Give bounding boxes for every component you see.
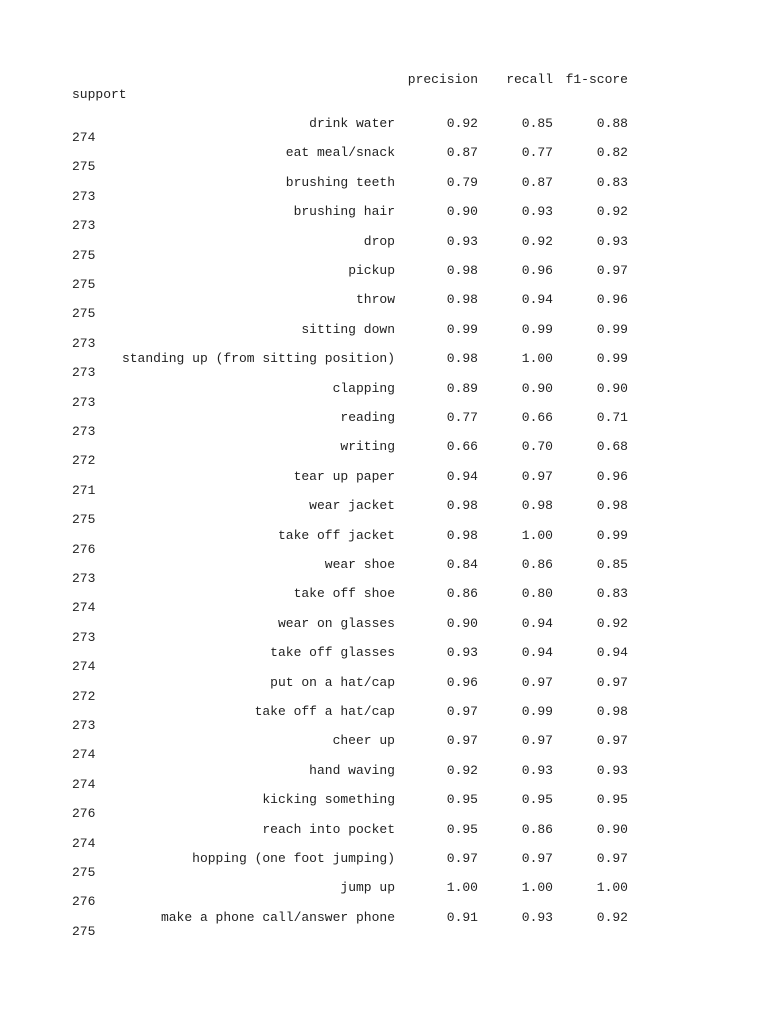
row-recall: 0.70 xyxy=(521,439,553,455)
row-label: reach into pocket xyxy=(262,821,395,837)
row-support: 274 xyxy=(72,659,96,675)
row-label: brushing hair xyxy=(293,204,395,220)
row-label: drink water xyxy=(309,116,395,131)
row-values xyxy=(0,704,768,720)
row-values xyxy=(0,645,768,661)
row-recall: 0.93 xyxy=(521,909,553,925)
row-support: 275 xyxy=(72,277,96,292)
row-values xyxy=(0,822,768,838)
row-precision: 0.98 xyxy=(446,498,478,514)
row-recall: 0.99 xyxy=(521,704,553,719)
row-values xyxy=(0,733,768,749)
row-label: take off jacket xyxy=(277,527,395,543)
row-recall: 0.97 xyxy=(521,468,553,484)
row-support: 274 xyxy=(72,835,96,851)
row-recall: 0.80 xyxy=(521,586,553,602)
row-support: 275 xyxy=(72,923,96,939)
row-precision: 0.92 xyxy=(446,762,478,778)
row-recall: 0.86 xyxy=(521,557,553,572)
row-label: cheer up xyxy=(332,733,395,749)
row-precision: 0.92 xyxy=(446,116,478,131)
row-values xyxy=(0,234,768,250)
row-f1-score: 0.83 xyxy=(596,174,628,190)
row-values xyxy=(0,528,768,544)
row-label: put on a hat/cap xyxy=(270,674,395,690)
header-recall: recall xyxy=(506,72,553,87)
row-precision: 0.86 xyxy=(446,586,478,602)
row-label: take off shoe xyxy=(293,586,395,602)
row-precision: 0.79 xyxy=(446,174,478,190)
row-label: eat meal/snack xyxy=(285,145,395,161)
table-row xyxy=(0,822,768,852)
row-label: tear up paper xyxy=(293,468,395,484)
row-recall: 1.00 xyxy=(521,880,553,896)
row-precision: 0.87 xyxy=(446,145,478,161)
row-recall: 0.97 xyxy=(521,674,553,690)
row-support: 274 xyxy=(72,130,96,145)
row-support: 273 xyxy=(72,188,96,204)
table-row xyxy=(0,792,768,822)
row-recall: 0.77 xyxy=(521,145,553,161)
row-label: wear jacket xyxy=(309,498,395,514)
row-values xyxy=(0,469,768,485)
row-recall: 0.92 xyxy=(521,233,553,249)
row-recall: 0.85 xyxy=(521,116,553,131)
row-label: pickup xyxy=(348,263,395,278)
row-precision: 0.89 xyxy=(446,380,478,396)
row-support: 273 xyxy=(72,718,96,733)
row-support: 273 xyxy=(72,365,96,381)
row-label: wear on glasses xyxy=(277,615,395,631)
row-f1-score: 0.99 xyxy=(596,527,628,543)
table-row xyxy=(0,557,768,587)
table-row xyxy=(0,880,768,910)
row-support: 273 xyxy=(72,629,96,645)
row-precision: 0.95 xyxy=(446,821,478,837)
row-support: 271 xyxy=(72,482,96,498)
row-f1-score: 0.92 xyxy=(596,909,628,925)
row-support: 275 xyxy=(72,865,96,880)
row-f1-score: 0.99 xyxy=(596,321,628,337)
row-f1-score: 0.82 xyxy=(596,145,628,161)
row-f1-score: 0.96 xyxy=(596,468,628,484)
table-row xyxy=(0,616,768,646)
table-row xyxy=(0,145,768,175)
row-recall: 0.94 xyxy=(521,615,553,631)
row-precision: 0.91 xyxy=(446,909,478,925)
row-label: sitting down xyxy=(301,321,395,337)
row-f1-score: 0.97 xyxy=(596,733,628,749)
row-recall: 0.94 xyxy=(521,645,553,661)
row-label: drop xyxy=(363,233,395,249)
header-f1-score: f1-score xyxy=(565,72,628,87)
header-precision: precision xyxy=(407,72,478,87)
row-recall: 0.86 xyxy=(521,821,553,837)
row-recall: 0.87 xyxy=(521,174,553,190)
row-support: 276 xyxy=(72,541,96,557)
row-f1-score: 1.00 xyxy=(596,880,628,896)
table-row xyxy=(0,645,768,675)
row-f1-score: 0.93 xyxy=(596,762,628,778)
row-f1-score: 0.95 xyxy=(596,792,628,808)
row-support: 275 xyxy=(72,159,96,175)
row-recall: 0.66 xyxy=(521,410,553,425)
report-header xyxy=(0,72,768,88)
row-support: 275 xyxy=(72,247,96,263)
row-f1-score: 0.68 xyxy=(596,439,628,455)
row-f1-score: 0.92 xyxy=(596,204,628,220)
row-precision: 0.96 xyxy=(446,674,478,690)
row-values xyxy=(0,910,768,926)
row-support: 274 xyxy=(72,747,96,763)
row-values xyxy=(0,616,768,632)
row-f1-score: 0.98 xyxy=(596,498,628,514)
row-label: take off glasses xyxy=(270,645,395,661)
table-row xyxy=(0,175,768,205)
row-recall: 1.00 xyxy=(521,351,553,367)
row-f1-score: 0.94 xyxy=(596,645,628,661)
row-values xyxy=(0,381,768,397)
row-support: 273 xyxy=(72,218,96,234)
row-precision: 0.66 xyxy=(446,439,478,455)
row-label: hand waving xyxy=(309,762,395,778)
row-support: 272 xyxy=(72,453,96,469)
row-label: reading xyxy=(340,410,395,425)
row-precision: 0.94 xyxy=(446,468,478,484)
row-support: 275 xyxy=(72,306,96,322)
row-values xyxy=(0,145,768,161)
row-precision: 0.84 xyxy=(446,557,478,572)
row-precision: 0.77 xyxy=(446,410,478,425)
row-f1-score: 0.97 xyxy=(596,851,628,866)
row-precision: 0.93 xyxy=(446,233,478,249)
table-row xyxy=(0,704,768,734)
row-recall: 1.00 xyxy=(521,527,553,543)
row-values xyxy=(0,351,768,367)
row-values xyxy=(0,675,768,691)
row-support: 274 xyxy=(72,600,96,616)
table-row xyxy=(0,381,768,411)
row-precision: 0.98 xyxy=(446,527,478,543)
row-f1-score: 0.88 xyxy=(596,116,628,131)
table-row xyxy=(0,351,768,381)
row-f1-score: 0.92 xyxy=(596,615,628,631)
row-label: jump up xyxy=(340,880,395,896)
row-recall: 0.93 xyxy=(521,762,553,778)
row-f1-score: 0.96 xyxy=(596,292,628,308)
row-f1-score: 0.90 xyxy=(596,821,628,837)
table-row xyxy=(0,675,768,705)
row-values xyxy=(0,439,768,455)
table-row xyxy=(0,910,768,940)
row-f1-score: 0.93 xyxy=(596,233,628,249)
table-row xyxy=(0,733,768,763)
row-support: 273 xyxy=(72,571,96,586)
table-row xyxy=(0,322,768,352)
table-row xyxy=(0,116,768,146)
row-values xyxy=(0,880,768,896)
row-recall: 0.94 xyxy=(521,292,553,308)
row-label: make a phone call/answer phone xyxy=(160,909,395,925)
row-support: 272 xyxy=(72,688,96,704)
row-values xyxy=(0,116,768,132)
row-support: 273 xyxy=(72,394,96,410)
row-f1-score: 0.83 xyxy=(596,586,628,602)
row-values xyxy=(0,204,768,220)
table-row xyxy=(0,204,768,234)
row-recall: 0.96 xyxy=(521,263,553,278)
row-precision: 0.99 xyxy=(446,321,478,337)
table-row xyxy=(0,292,768,322)
row-label: clapping xyxy=(332,380,395,396)
table-row xyxy=(0,234,768,264)
table-row xyxy=(0,586,768,616)
row-label: standing up (from sitting position) xyxy=(121,351,395,367)
row-precision: 0.97 xyxy=(446,704,478,719)
row-f1-score: 0.71 xyxy=(596,410,628,425)
row-precision: 0.97 xyxy=(446,733,478,749)
row-support: 273 xyxy=(72,424,96,439)
row-recall: 0.90 xyxy=(521,380,553,396)
row-f1-score: 0.99 xyxy=(596,351,628,367)
row-recall: 0.93 xyxy=(521,204,553,220)
row-support: 276 xyxy=(72,894,96,910)
table-row xyxy=(0,851,768,881)
row-values xyxy=(0,851,768,867)
row-values xyxy=(0,263,768,279)
row-precision: 0.98 xyxy=(446,263,478,278)
row-label: kicking something xyxy=(262,792,395,808)
row-label: writing xyxy=(340,439,395,455)
row-precision: 0.95 xyxy=(446,792,478,808)
row-support: 274 xyxy=(72,776,96,792)
row-label: take off a hat/cap xyxy=(254,704,395,719)
row-values xyxy=(0,586,768,602)
row-f1-score: 0.85 xyxy=(596,557,628,572)
table-row xyxy=(0,763,768,793)
row-label: hopping (one foot jumping) xyxy=(192,851,395,866)
row-precision: 0.93 xyxy=(446,645,478,661)
row-precision: 1.00 xyxy=(446,880,478,896)
table-row xyxy=(0,498,768,528)
row-f1-score: 0.98 xyxy=(596,704,628,719)
table-row xyxy=(0,410,768,440)
row-recall: 0.97 xyxy=(521,851,553,866)
row-precision: 0.90 xyxy=(446,204,478,220)
table-row xyxy=(0,528,768,558)
row-recall: 0.98 xyxy=(521,498,553,514)
row-precision: 0.90 xyxy=(446,615,478,631)
row-f1-score: 0.97 xyxy=(596,674,628,690)
row-label: wear shoe xyxy=(324,557,395,572)
row-precision: 0.98 xyxy=(446,351,478,367)
row-recall: 0.95 xyxy=(521,792,553,808)
table-row xyxy=(0,263,768,293)
row-recall: 0.97 xyxy=(521,733,553,749)
row-values xyxy=(0,292,768,308)
row-values xyxy=(0,410,768,426)
row-values xyxy=(0,557,768,573)
row-values xyxy=(0,792,768,808)
row-support: 273 xyxy=(72,335,96,351)
row-precision: 0.98 xyxy=(446,292,478,308)
row-f1-score: 0.90 xyxy=(596,380,628,396)
row-label: brushing teeth xyxy=(285,174,395,190)
table-row xyxy=(0,469,768,499)
table-row xyxy=(0,439,768,469)
row-recall: 0.99 xyxy=(521,321,553,337)
row-precision: 0.97 xyxy=(446,851,478,866)
row-values xyxy=(0,498,768,514)
row-support: 275 xyxy=(72,512,96,528)
row-label: throw xyxy=(355,292,395,308)
row-values xyxy=(0,322,768,338)
row-values xyxy=(0,763,768,779)
row-values xyxy=(0,175,768,191)
row-f1-score: 0.97 xyxy=(596,263,628,278)
header-support: support xyxy=(72,87,127,102)
row-support: 276 xyxy=(72,806,96,822)
